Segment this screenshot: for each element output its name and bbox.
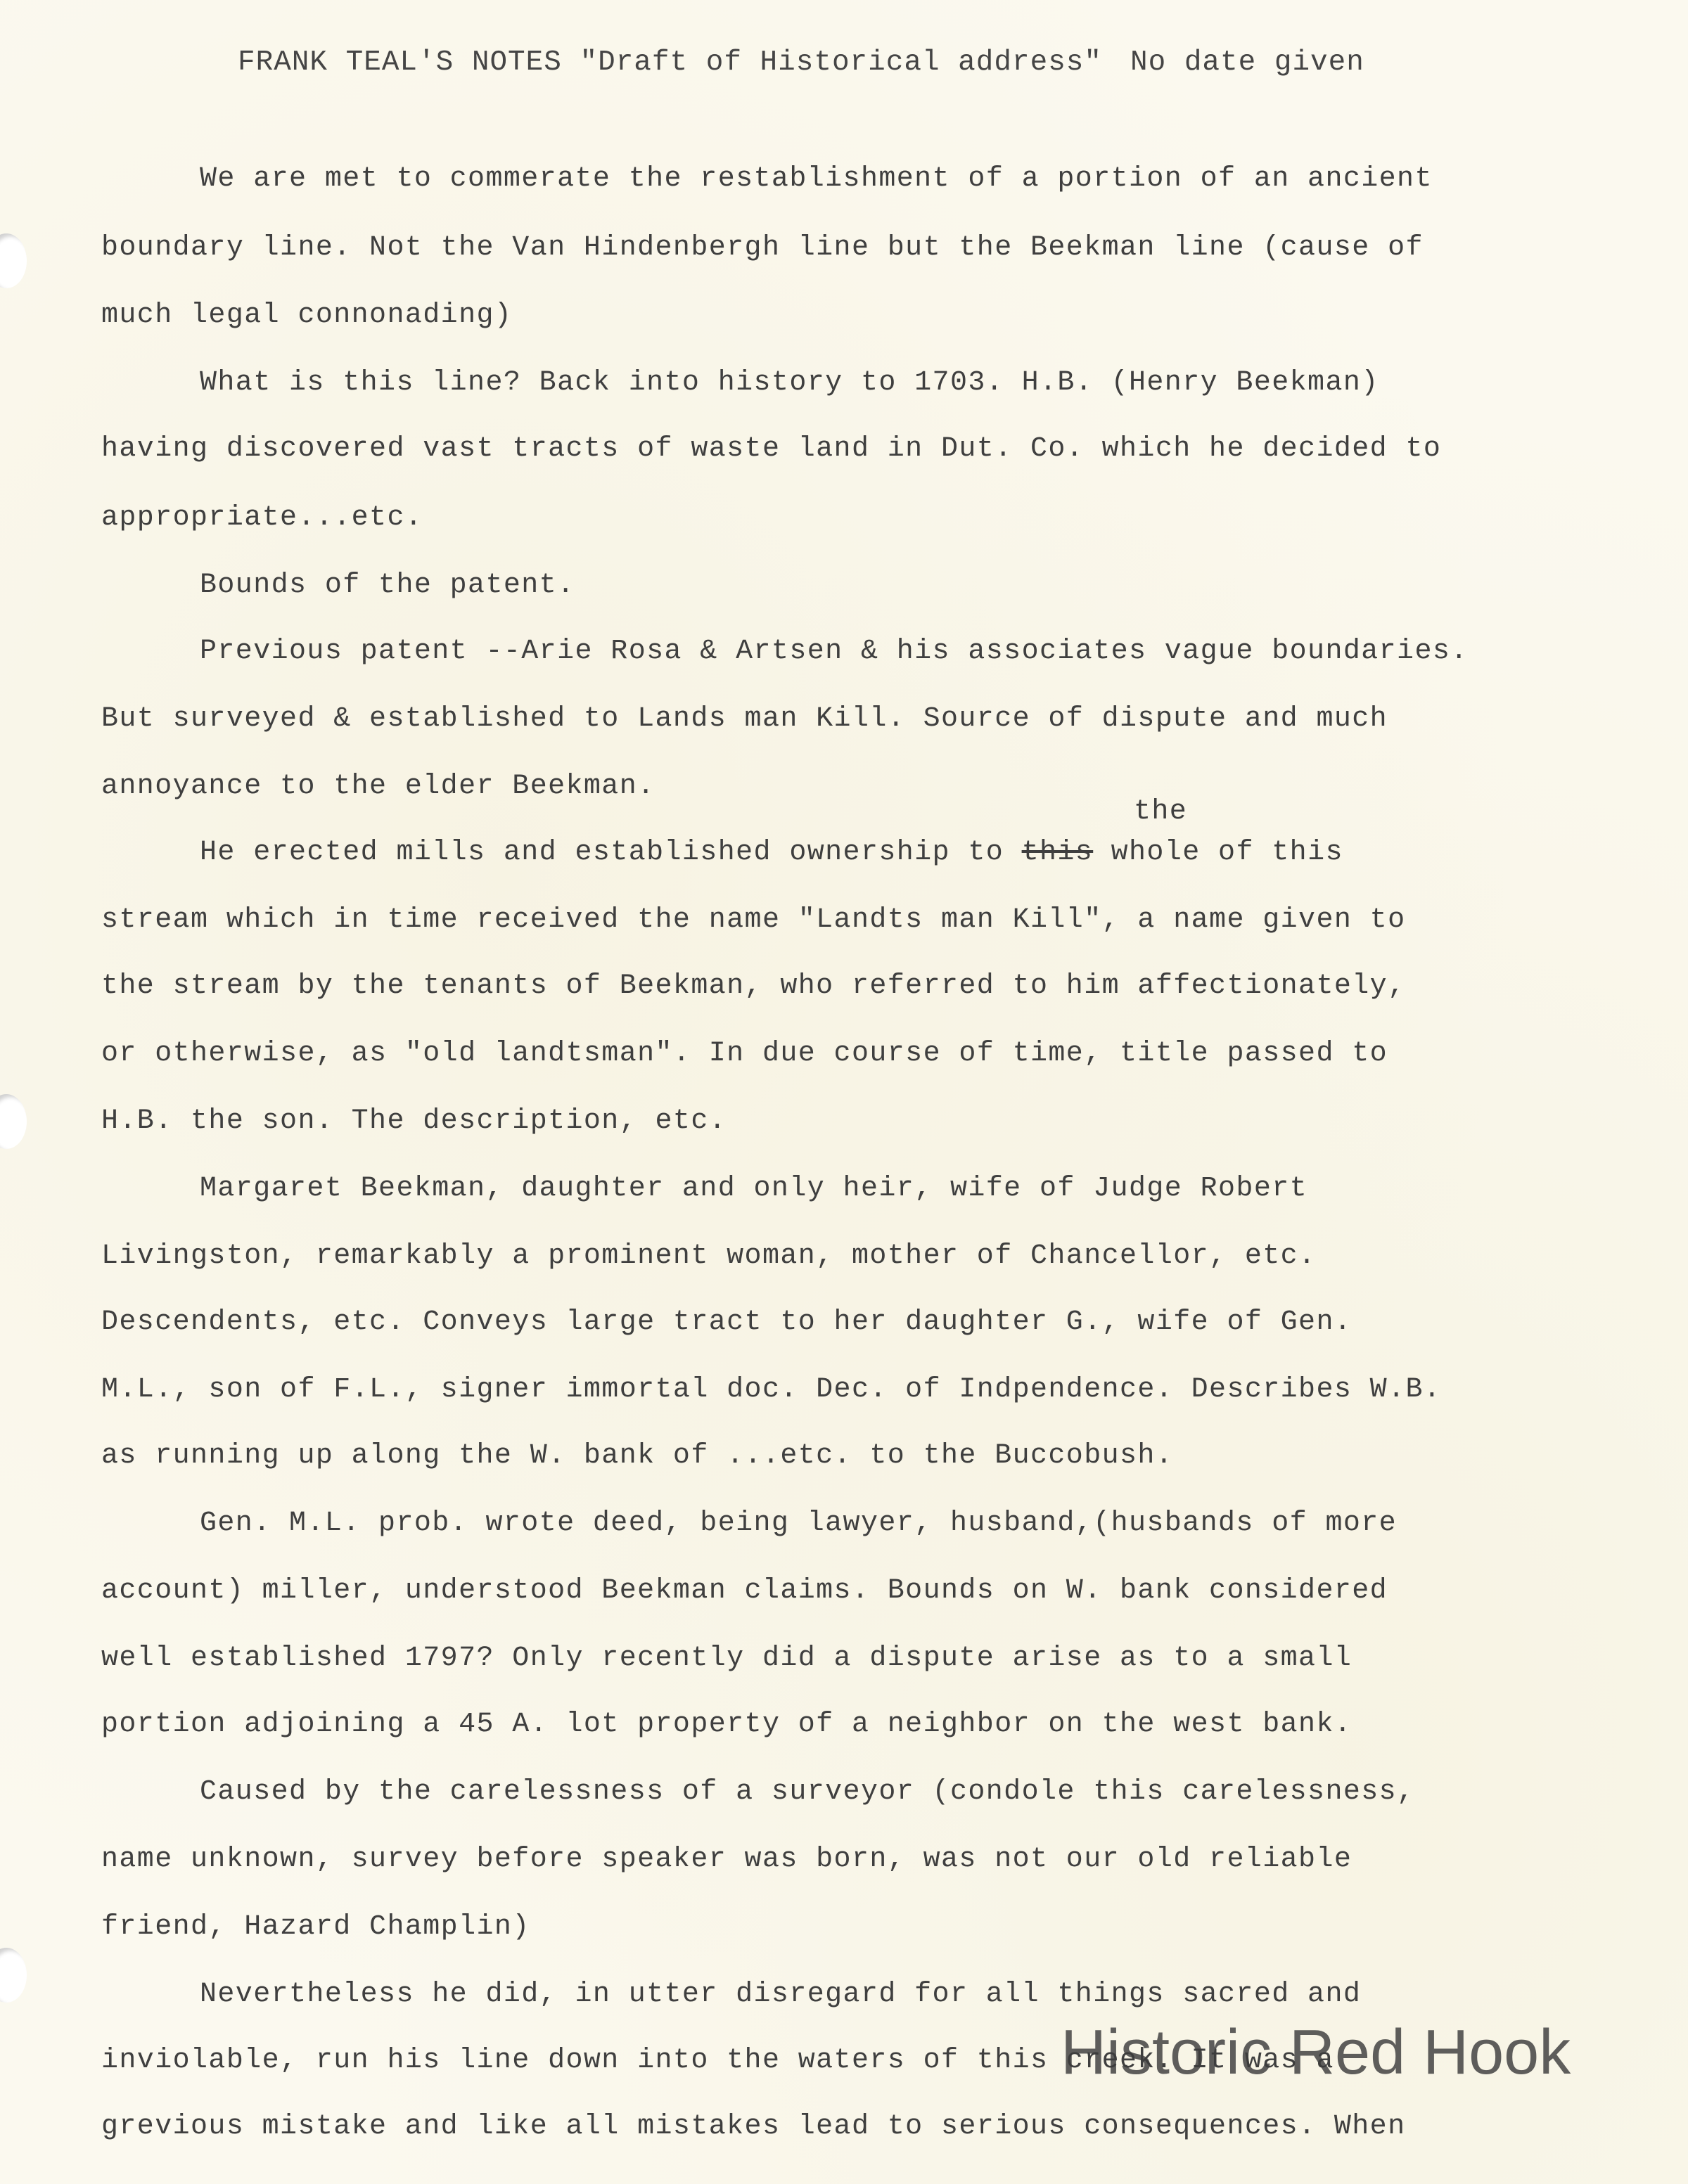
text-line: But surveyed & established to Lands man Kill. Source of dispute and much [101,703,1388,735]
text-line: Bounds of the patent. [200,570,575,601]
watermark: Historic Red Hook [1061,2017,1571,2088]
text-line: friend, Hazard Champlin) [101,1911,530,1943]
text-line: the stream by the tenants of Beekman, who referred to him affectionately, [101,970,1406,1002]
text-line: stream which in time received the name "Landts man Kill", a name given to [101,904,1406,936]
struck-word: this [1021,837,1094,868]
text-line: Caused by the carelessness of a surveyor (condole this carelessness, [200,1776,1415,1808]
text-line: Margaret Beekman, daughter and only heir, wife of Judge Robert [200,1173,1308,1205]
text-line: annoyance to the elder Beekman. [101,771,656,802]
text-line: H.B. the son. The description, etc. [101,1105,727,1137]
text-line: as running up along the W. bank of ...etc. to the Buccobush. [101,1440,1174,1472]
header-subtitle: "Draft of Historical address" [580,46,1103,79]
text-line: Descendents, etc. Conveys large tract to her daughter G., wife of Gen. [101,1306,1353,1338]
text-line: appropriate...etc. [101,502,423,534]
text-line: boundary line. Not the Van Hindenbergh line but the Beekman line (cause of [101,232,1424,264]
text-line: well established 1797? Only recently did a dispute arise as to a small [101,1643,1353,1674]
text-line: We are met to commerate the restablishment of a portion of an ancient [200,163,1433,195]
handwritten-insertion: the [1134,796,1188,828]
header-date-note: No date given [1130,46,1364,79]
text-line: name unknown, survey before speaker was born, was not our old reliable [101,1844,1353,1875]
text-line: Previous patent --Arie Rosa & Artsen & his associates vague boundaries. [200,636,1469,667]
text-line: grevious mistake and like all mistakes lead to serious consequences. When [101,2111,1406,2143]
text-line: Gen. M.L. prob. wrote deed, being lawyer, husband,(husbands of more [200,1508,1398,1539]
text-line: much legal connonading) [101,300,513,331]
text-line: Nevertheless he did, in utter disregard for all things sacred and [200,1979,1362,2010]
text-line: portion adjoining a 45 A. lot property of a neighbor on the west bank. [101,1709,1353,1740]
text-line-part: He erected mills and established ownership to [200,837,1022,868]
text-line: inviolable, run his line down into the waters of this creek. It was a [101,2045,1334,2076]
header-title: FRANK TEAL'S NOTES [238,46,562,79]
binder-hole-bottom [0,1948,27,2003]
document-header [238,46,1574,79]
text-line: M.L., son of F.L., signer immortal doc. Dec. of Indpendence. Describes W.B. [101,1374,1442,1406]
text-line: Livingston, remarkably a prominent woman, mother of Chancellor, etc. [101,1240,1317,1272]
text-line-with-correction [200,837,1343,868]
text-line: account) miller, understood Beekman claims. Bounds on W. bank considered [101,1575,1388,1607]
text-line: or otherwise, as "old landtsman". In due course of time, title passed to [101,1038,1388,1069]
binder-hole-top [0,233,27,288]
binder-hole-middle [0,1094,27,1149]
text-line-part: whole of this [1093,837,1343,868]
text-line: having discovered vast tracts of waste land in Dut. Co. which he decided to [101,433,1442,465]
text-line: What is this line? Back into history to 1703. H.B. (Henry Beekman) [200,367,1379,399]
